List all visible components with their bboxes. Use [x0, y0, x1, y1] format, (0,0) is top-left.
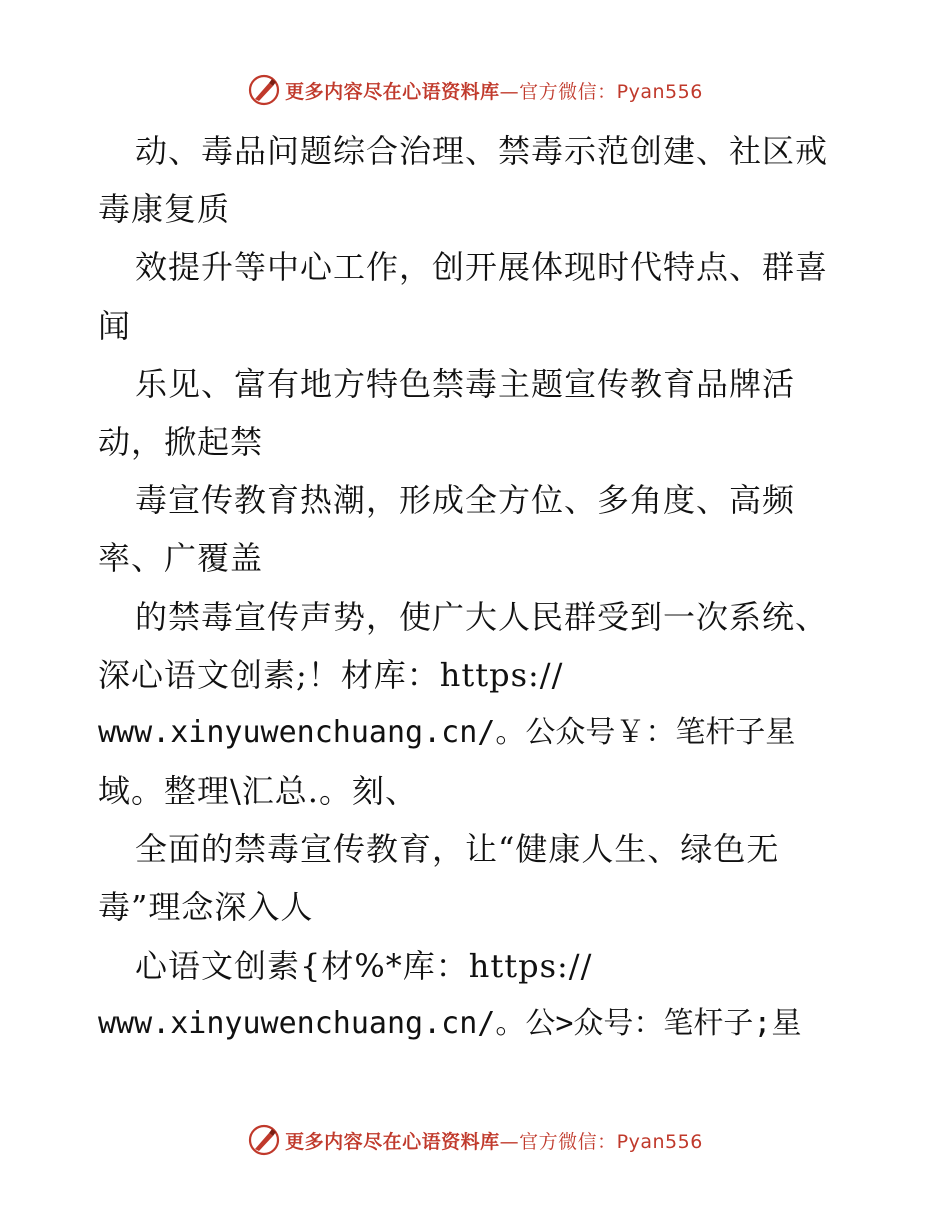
- header-banner: [0, 70, 950, 110]
- footer-banner-text: [285, 1127, 703, 1154]
- header-wechat: 官方微信：Pyan556: [519, 80, 703, 103]
- text-line: 闻: [98, 306, 132, 345]
- footer-banner: [0, 1120, 950, 1160]
- text-line: 乐见、富有地方特色禁毒主题宣传教育品牌活: [135, 364, 796, 403]
- header-dash: —: [499, 80, 520, 103]
- header-site-name: 更多内容尽在心语资料库: [285, 80, 500, 103]
- text-line: 效提升等中心工作，创开展体现时代特点、群喜: [135, 248, 829, 287]
- text-line: 心语文创素{材%*库：https://: [135, 946, 593, 985]
- document-body: [98, 122, 858, 1053]
- footer-site-name: 更多内容尽在心语资料库: [285, 1130, 500, 1153]
- pen-logo-icon: [247, 73, 281, 107]
- text-line: www.xinyuwenchuang.cn/。公>众号：笔杆子;星: [98, 1005, 802, 1041]
- text-line: 毒宣传教育热潮，形成全方位、多角度、高频: [135, 481, 796, 520]
- text-line: 毒”理念深入人: [98, 888, 314, 927]
- pen-logo-icon: [247, 1123, 281, 1157]
- text-line: 毒康复质: [98, 190, 231, 229]
- text-line: www.xinyuwenchuang.cn/。公众号￥：笔杆子星: [98, 714, 796, 750]
- footer-wechat: 官方微信：Pyan556: [519, 1130, 703, 1153]
- text-line: 动，掀起禁: [98, 422, 264, 461]
- text-line: 深心语文创素;！材库：https://: [98, 655, 564, 694]
- text-line: 动、毒品问题综合治理、禁毒示范创建、社区戒: [135, 132, 829, 170]
- text-line: 的禁毒宣传声势，使广大人民群受到一次系统、: [135, 597, 829, 636]
- text-line: 域。整理\汇总.。刻、: [98, 772, 418, 811]
- text-line: 率、广覆盖: [98, 539, 264, 578]
- footer-dash: —: [499, 1130, 520, 1153]
- text-line: 全面的禁毒宣传教育，让“健康人生、绿色无: [135, 830, 780, 869]
- header-banner-text: [285, 77, 703, 104]
